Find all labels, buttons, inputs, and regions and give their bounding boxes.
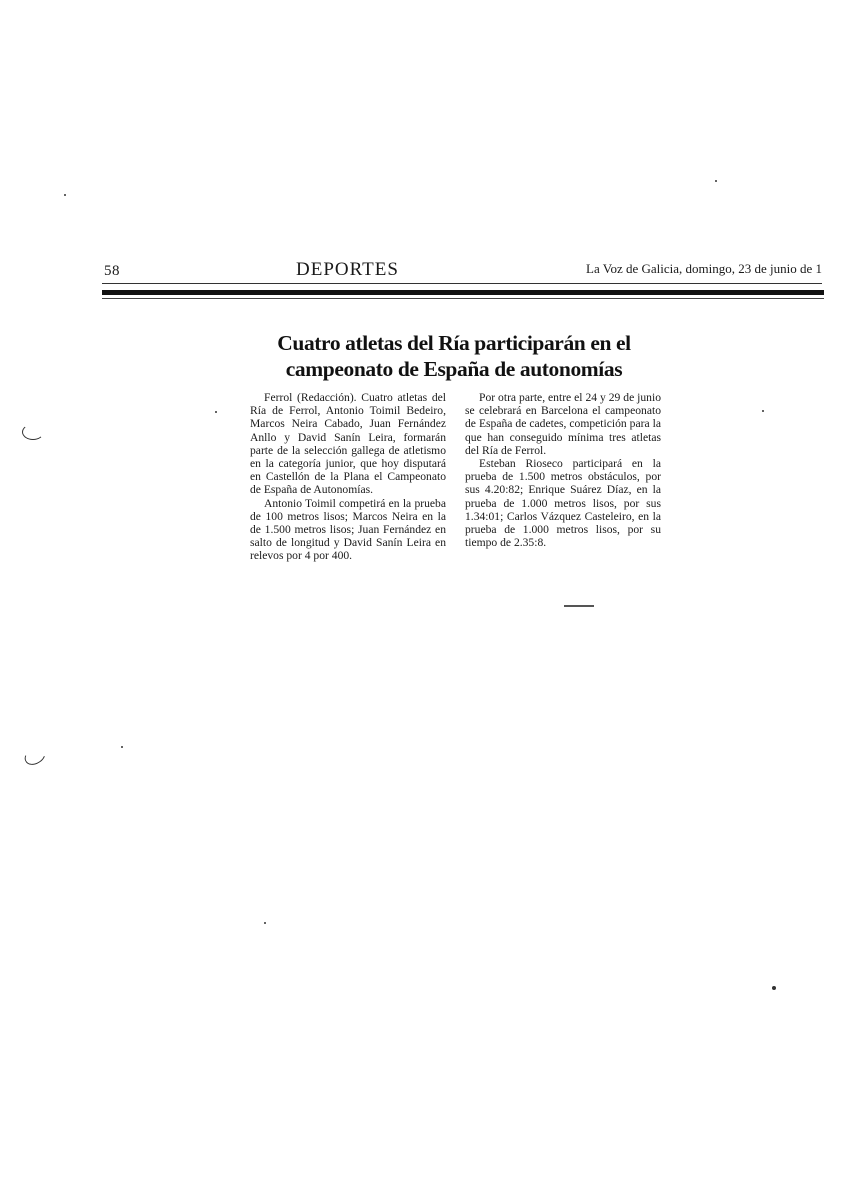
page-number: 58 — [104, 263, 120, 279]
headline — [262, 330, 646, 382]
article-column-left — [250, 391, 446, 563]
scan-speck — [121, 746, 123, 748]
scan-speck — [772, 986, 776, 990]
header-rule-thin — [102, 283, 822, 284]
section-name: DEPORTES — [296, 259, 399, 280]
right-paragraph-2: Esteban Rioseco participará en la prueba de 1.500 metros obstáculos, por sus 4.20:82; Enrique Suárez Díaz, en la prueba de 1.000 metros lisos, por sus 1.34:01; Carlos Vázquez Casteleiro, en la prueba de 1.000 metros lisos, por su tiempo de 2.35:8. — [465, 457, 661, 550]
left-paragraph-2: Antonio Toimil competirá en la prueba de 100 metros lisos; Marcos Neira en la de 1.500 metros lisos; Juan Fernández en salto de longitud y David Sanín Leira en relevos por 4 por 400. — [250, 496, 446, 563]
scan-speck — [715, 180, 717, 182]
scan-speck — [215, 411, 217, 413]
header-rule-bottom — [102, 298, 824, 299]
scan-speck — [264, 922, 266, 924]
scan-speck — [64, 194, 66, 196]
headline-line-2: campeonato de España de autonomías — [285, 357, 623, 381]
right-paragraph-1: Por otra parte, entre el 24 y 29 de junio se celebrará en Barcelona el campeonato de España de cadetes, competición para la que han conseguido mínima tres atletas del Ría de Ferrol. — [465, 391, 661, 457]
left-paragraph-1: Ferrol (Redacción). Cuatro atletas del Ría de Ferrol, Antonio Toimil Bedeiro, Marcos Neira Cabado, Juan Fernández Anllo y David Sanín Leira, formarán parte de la selección gallega de atletismo en la categoría junior, que hoy disputará en Castellón de la Plana el Campeonato de España de Autonomías. — [250, 391, 446, 497]
end-mark — [564, 605, 594, 607]
headline-line-1: Cuatro atletas del Ría participarán en el — [277, 331, 631, 355]
header-rule-thick — [102, 290, 824, 295]
article-column-right — [465, 391, 661, 549]
scan-speck — [762, 410, 764, 412]
dateline: La Voz de Galicia, domingo, 23 de junio de 1 — [586, 261, 822, 276]
punch-hole-mark-bottom — [21, 744, 48, 769]
punch-hole-mark-top — [22, 424, 44, 440]
